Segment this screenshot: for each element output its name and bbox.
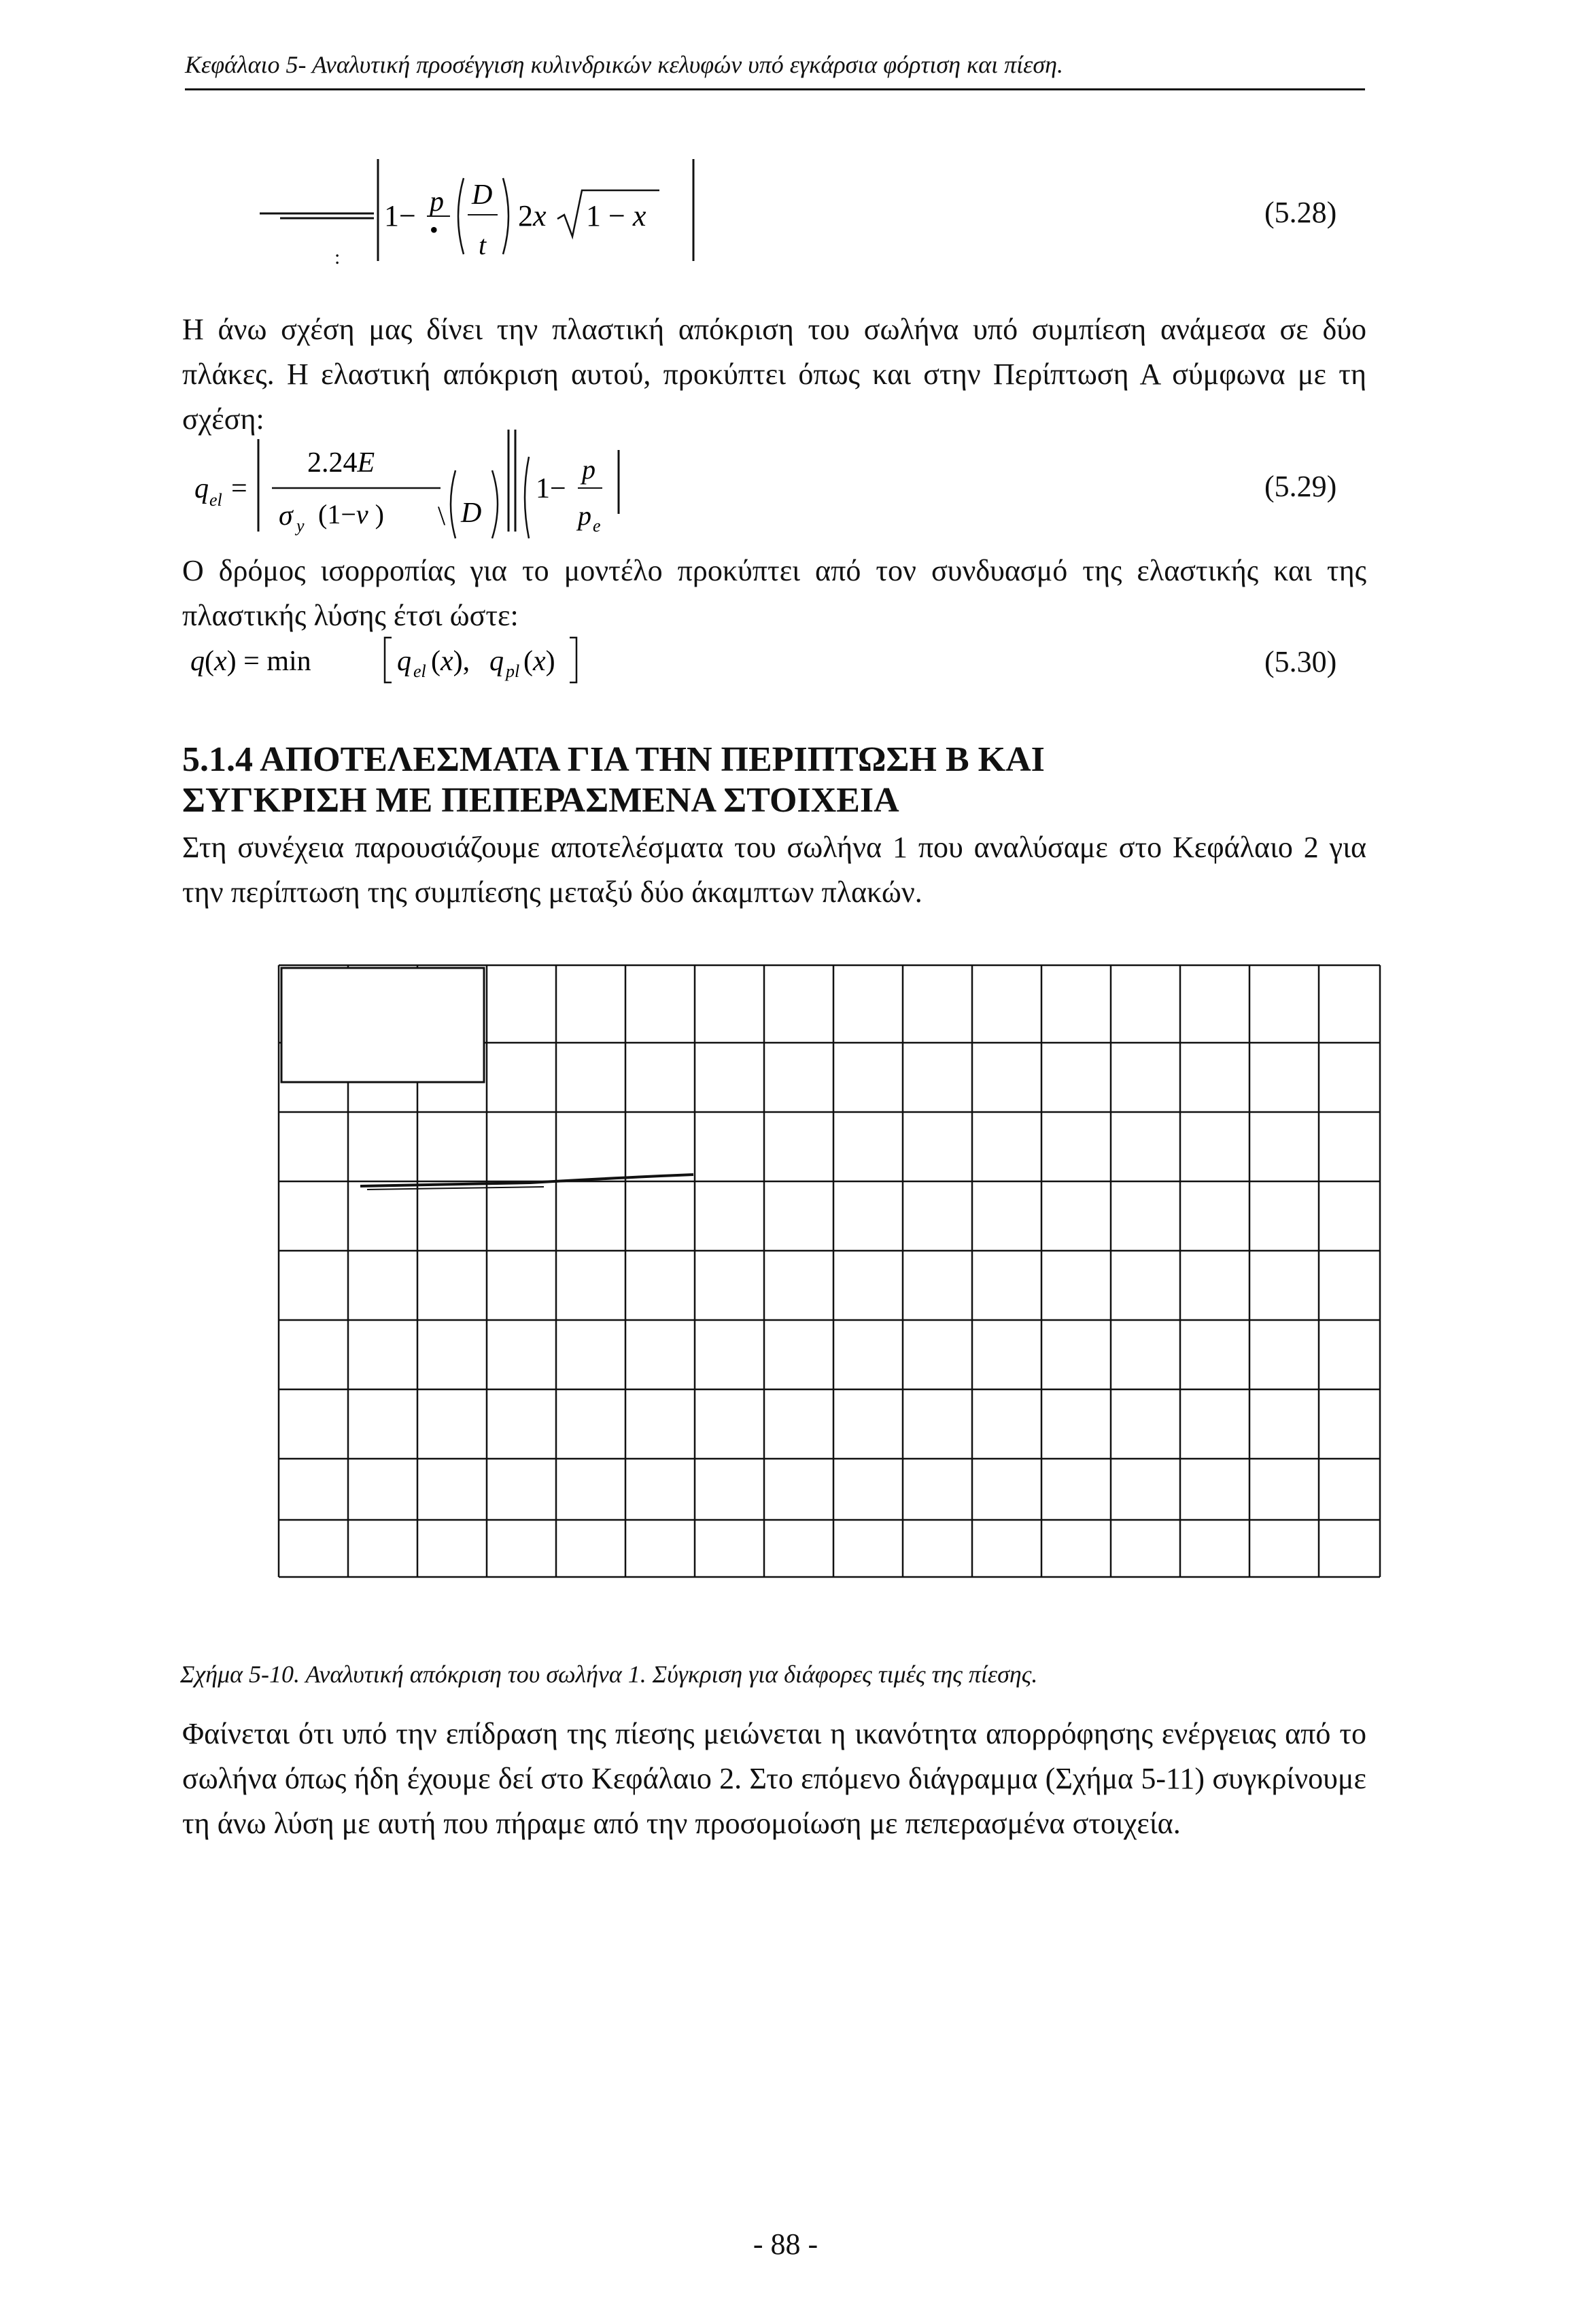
svg-text:1−: 1− — [384, 199, 416, 232]
svg-text:\: \ — [438, 500, 446, 531]
svg-text:(x),: (x), — [431, 646, 470, 677]
figure-5-10-grid — [272, 958, 1387, 1584]
page-number: - 88 - — [753, 2227, 818, 2261]
equation-5-30-graphic — [185, 629, 661, 691]
section-heading-line2: ΣΥΓΚΡΙΣΗ ΜΕ ΠΕΠΕΡΑΣΜΕΝΑ ΣΤΟΙΧΕΙΑ — [182, 781, 899, 820]
svg-text:2.24E: 2.24E — [307, 447, 375, 479]
header-rule — [185, 88, 1365, 90]
svg-text:•: • — [430, 216, 438, 243]
svg-text:(x): (x) — [523, 646, 555, 677]
svg-text:p: p — [430, 186, 444, 218]
paragraph-results-intro: Στη συνέχεια παρουσιάζουμε αποτελέσματα του σωλήνα 1 που αναλύσαμε στο Κεφάλαιο 2 για την περίπτωση της συμπίεσης μεταξύ δύο άκαμπτων πλακών. — [182, 831, 1366, 909]
svg-text:=: = — [231, 473, 247, 504]
svg-text:t: t — [479, 230, 487, 260]
svg-text:e: e — [593, 516, 601, 536]
equation-5-29 — [185, 430, 933, 552]
svg-text:1 − x: 1 − x — [586, 199, 646, 232]
equation-5-30 — [185, 629, 661, 691]
figure-5-10 — [272, 958, 1387, 1584]
svg-text:el: el — [413, 661, 426, 681]
svg-text:p: p — [582, 454, 595, 485]
svg-text:(1−ν ): (1−ν ) — [318, 499, 384, 530]
legend-box — [281, 968, 484, 1082]
paragraph-plastic-response: Η άνω σχέση μας δίνει την πλαστική απόκριση του σωλήνα υπό συμπίεση ανάμεσα σε δύο πλάκες. Η ελαστική απόκριση αυτού, προκύπτει όπως και στην Περίπτωση Α σύμφωνα με τη σχέση: — [182, 313, 1366, 436]
response-curve — [360, 1175, 693, 1186]
response-curve-secondary — [367, 1187, 544, 1190]
equation-number-5-29: (5.29) — [1264, 470, 1337, 503]
paragraph-equilibrium-path: Ο δρόμος ισορροπίας για το μοντέλο προκύπτει από τον συνδυασμό της ελαστικής και της πλαστικής λύσης έτσι ώστε: — [182, 554, 1366, 632]
svg-text:D: D — [461, 498, 482, 529]
svg-text:pl: pl — [506, 661, 520, 681]
paragraph-conclusion: Φαίνεται ότι υπό την επίδραση της πίεσης μειώνεται η ικανότητα απορρόφησης ενέργειας από το σωλήνα όπως ήδη έχουμε δεί στο Κεφάλαιο 2. Στο επόμενο διάγραμμα (Σχήμα 5-11) συγκρίνουμε τη άνω λύση με αυτή που πήραμε από την προσομοίωση με πεπερασμένα στοιχεία. — [182, 1717, 1366, 1840]
svg-text:q: q — [397, 646, 411, 677]
equation-5-28-graphic — [252, 155, 727, 271]
equation-number-5-30: (5.30) — [1264, 645, 1337, 678]
section-heading — [182, 740, 1366, 821]
svg-text:2x: 2x — [518, 199, 547, 232]
svg-text:p: p — [578, 500, 591, 531]
equation-number-5-28: (5.28) — [1264, 196, 1337, 229]
svg-text:1−: 1− — [536, 473, 566, 504]
equation-5-29-graphic — [185, 430, 933, 552]
running-header: Κεφάλαιο 5- Αναλυτική προσέγγιση κυλινδρικών κελυφών υπό εγκάρσια φόρτιση και πίεση. — [185, 51, 1063, 78]
svg-text:σ: σ — [279, 500, 293, 532]
svg-text:q: q — [489, 646, 504, 677]
svg-text:el: el — [209, 490, 222, 510]
svg-text:D: D — [472, 179, 493, 211]
svg-text:q: q — [194, 473, 209, 504]
svg-text::: : — [334, 246, 341, 268]
figure-caption: Σχήμα 5-10. Αναλυτική απόκριση του σωλήνα 1. Σύγκριση για διάφορες τιμές της πίεσης. — [180, 1661, 1038, 1688]
svg-text:y: y — [296, 516, 305, 536]
section-heading-line1: 5.1.4 ΑΠΟΤΕΛΕΣΜΑΤΑ ΓΙΑ ΤΗΝ ΠΕΡΙΠΤΩΣΗ Β ΚΑΙ — [182, 740, 1045, 779]
svg-text:q(x) = min: q(x) = min — [190, 646, 311, 677]
equation-5-28 — [252, 155, 727, 271]
